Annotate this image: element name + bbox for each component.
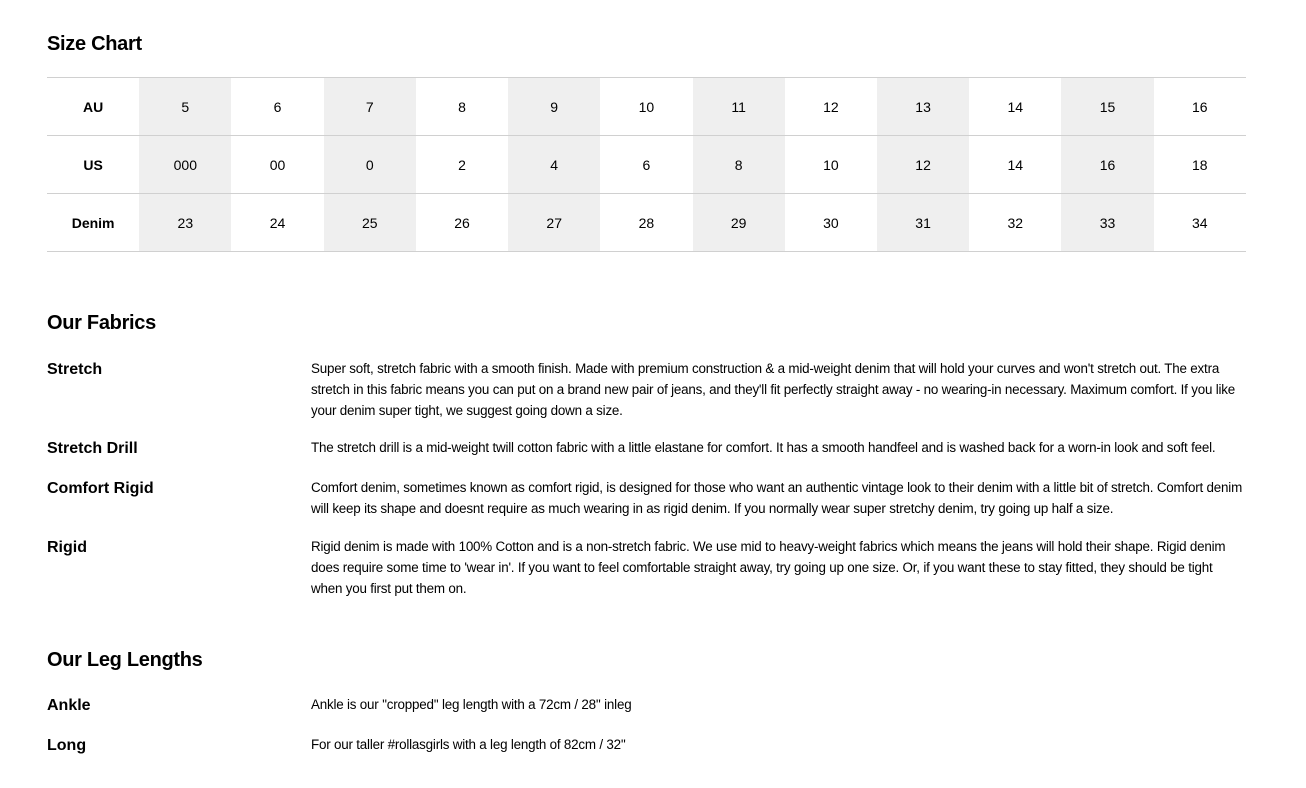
size-cell: 13: [877, 78, 969, 136]
fabric-name: Comfort Rigid: [47, 480, 154, 497]
size-cell: 8: [416, 78, 508, 136]
size-cell: 10: [785, 136, 877, 194]
size-cell: 34: [1154, 194, 1246, 252]
size-cell: 9: [508, 78, 600, 136]
fabric-description: Comfort denim, sometimes known as comfort rigid, is designed for those who want an authentic vintage look to their denim with a little bit of stretch. Comfort denim will keep its shape and doesnt require as much wearing in as rigid denim. If you normally wear super stretchy denim, try going up half a size.: [311, 480, 1243, 516]
size-cell: 26: [416, 194, 508, 252]
size-cell: 000: [139, 136, 231, 194]
leg-item-ankle: [47, 694, 1247, 734]
size-row-denim: [47, 194, 1246, 252]
fabric-item-comfort-rigid: [47, 477, 1247, 536]
size-row-label: AU: [47, 78, 139, 136]
size-cell: 10: [600, 78, 692, 136]
size-cell: 00: [231, 136, 323, 194]
fabrics-title: Our Fabrics: [47, 312, 156, 334]
size-chart-title: Size Chart: [47, 33, 142, 55]
size-cell: 12: [877, 136, 969, 194]
size-row-label: US: [47, 136, 139, 194]
fabric-description: Rigid denim is made with 100% Cotton and is a non-stretch fabric. We use mid to heavy-weight fabrics which means the jeans will hold their shape. Rigid denim does require some time to 'wear in'. If you want to feel comfortable straight away, try going up one size. Or, if you want these to stay fitted, they should be tight when you first put them on.: [311, 539, 1226, 596]
leg-item-long: [47, 734, 1247, 774]
fabric-item-stretch: [47, 358, 1247, 437]
size-cell: 4: [508, 136, 600, 194]
size-cell: 6: [600, 136, 692, 194]
size-cell: 0: [324, 136, 416, 194]
size-cell: 27: [508, 194, 600, 252]
size-cell: 11: [693, 78, 785, 136]
size-cell: 14: [969, 136, 1061, 194]
leg-name: Long: [47, 737, 87, 754]
leg-description: For our taller #rollasgirls with a leg length of 82cm / 32'': [311, 737, 626, 752]
leg-description: Ankle is our ''cropped'' leg length with a 72cm / 28'' inleg: [311, 697, 632, 712]
size-cell: 25: [324, 194, 416, 252]
fabric-name: Stretch Drill: [47, 440, 138, 457]
fabric-name: Rigid: [47, 539, 87, 556]
size-row-label: Denim: [47, 194, 139, 252]
fabrics-list: [47, 358, 1247, 616]
size-cell: 16: [1061, 136, 1153, 194]
size-cell: 12: [785, 78, 877, 136]
leg-name: Ankle: [47, 697, 91, 714]
size-chart-table: [47, 77, 1246, 252]
size-cell: 15: [1061, 78, 1153, 136]
size-cell: 2: [416, 136, 508, 194]
size-cell: 8: [693, 136, 785, 194]
size-row-us: [47, 136, 1246, 194]
size-row-au: [47, 78, 1246, 136]
size-cell: 33: [1061, 194, 1153, 252]
fabric-item-stretch-drill: [47, 437, 1247, 477]
fabric-item-rigid: [47, 536, 1247, 616]
size-cell: 6: [231, 78, 323, 136]
size-cell: 16: [1154, 78, 1246, 136]
leg-lengths-list: [47, 694, 1247, 774]
size-cell: 18: [1154, 136, 1246, 194]
size-cell: 29: [693, 194, 785, 252]
fabric-description: The stretch drill is a mid-weight twill cotton fabric with a little elastane for comfort. It has a smooth handfeel and is washed back for a worn-in look and soft feel.: [311, 440, 1216, 455]
size-cell: 32: [969, 194, 1061, 252]
size-cell: 23: [139, 194, 231, 252]
fabric-name: Stretch: [47, 361, 103, 378]
leg-lengths-title: Our Leg Lengths: [47, 649, 203, 671]
size-cell: 30: [785, 194, 877, 252]
fabric-description: Super soft, stretch fabric with a smooth finish. Made with premium construction & a mid-weight denim that will hold your curves and won't stretch out. The extra stretch in this fabric means you can put on a brand new pair of jeans, and they'll fit perfectly straight away - no wearing-in necessary. Maximum comfort. If you like your denim super tight, we suggest going down a size.: [311, 361, 1236, 418]
size-cell: 7: [324, 78, 416, 136]
size-cell: 14: [969, 78, 1061, 136]
size-cell: 24: [231, 194, 323, 252]
size-cell: 31: [877, 194, 969, 252]
size-cell: 5: [139, 78, 231, 136]
size-cell: 28: [600, 194, 692, 252]
